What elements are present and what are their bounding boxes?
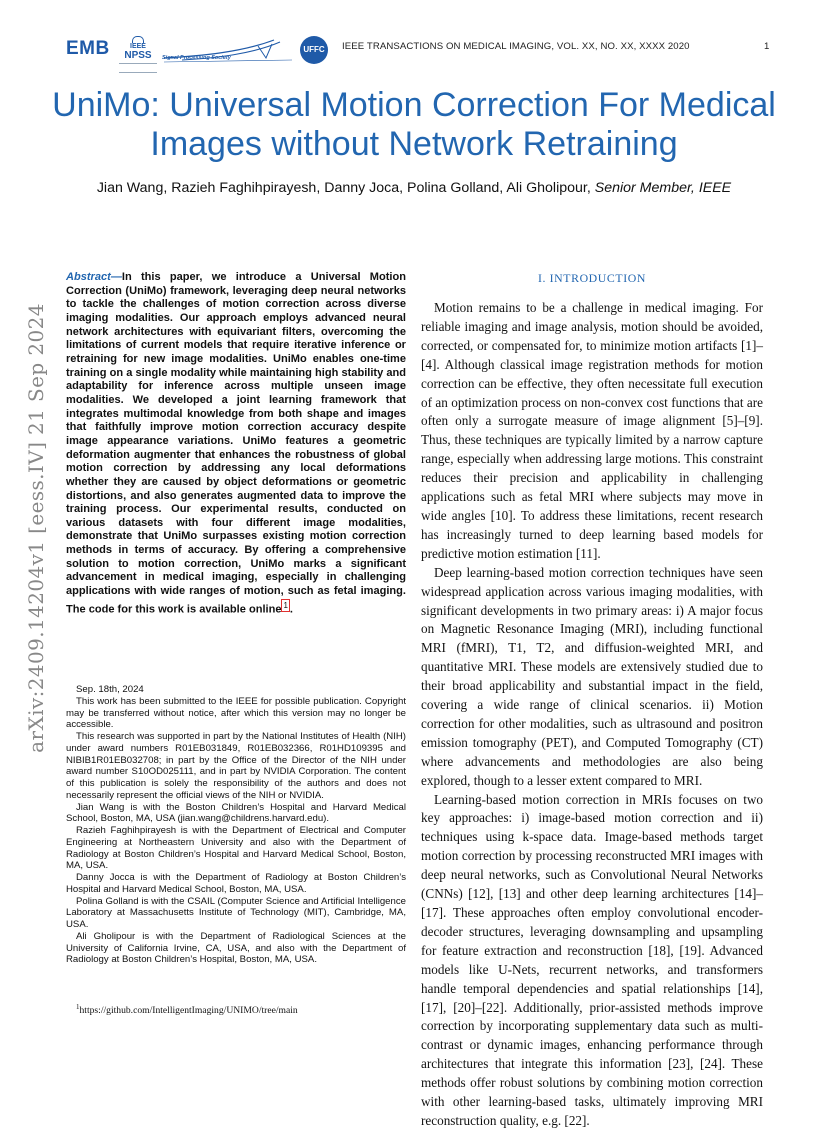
note-affiliation: Razieh Faghihpirayesh is with the Department of Electrical and Computer Engineering at Northeastern University and also with the Department of Radiology at Boston Children’s Hospital and Harvard Medical School, Boston, MA, USA. bbox=[66, 825, 406, 872]
author-role: Senior Member, IEEE bbox=[594, 180, 732, 196]
npss-logo bbox=[119, 36, 157, 73]
note-affiliation: Ali Gholipour is with the Department of Radiological Sciences at the University of California Irvine, CA, USA, and also with the Department of Radiology at Boston Children’s Hospital, Boston, MA, USA. bbox=[66, 930, 406, 966]
note-affiliation: Polina Golland is with the CSAIL (Computer Science and Artificial Intelligence Laboratory at Massachusetts Institute of Technology (MIT), Cambridge, MA, USA. bbox=[66, 895, 406, 930]
abstract bbox=[66, 271, 406, 617]
abstract-end: . bbox=[289, 603, 293, 616]
note-date: Sep. 18th, 2024 bbox=[76, 684, 144, 695]
sps-logo-text: Signal Processing Society bbox=[162, 55, 231, 61]
author-list bbox=[40, 180, 788, 196]
sps-swoosh-icon bbox=[162, 38, 294, 66]
page-header bbox=[0, 0, 828, 70]
arxiv-id: arXiv:2409.14204v1 [eess.IV] 21 Sep 2024 bbox=[24, 303, 48, 753]
paper-title: UniMo: Universal Motion Correction For Medical Images without Network Retraining bbox=[52, 86, 776, 163]
note-affiliation: Danny Jocca is with the Department of Radiology at Boston Children’s Hospital and Harvard Medical School, Boston, MA, USA. bbox=[66, 872, 406, 895]
journal-header: IEEE TRANSACTIONS ON MEDICAL IMAGING, VOL. XX, NO. XX, XXXX 2020 bbox=[342, 41, 690, 52]
body-paragraph: Learning-based motion correction in MRIs focuses on two key approaches: i) image-based motion correction and ii) techniques using k-space data. Image-based methods target motion correction by processing reconstructed MRI images with deep neural networks, such as Convolutional Neural Networks (CNNs) [12], [13] and other deep learning architectures [14]–[17]. These approaches often employ convolutional encoder-decoder structures, leveraging downsampling and upsampling for feature extraction and reconstruction [18], [19]. Advanced models like U-Nets, recurrent networks, and transformers handle temporal dependencies and spatial relationships [14], [17], [20]–[22]. Additionally, prior-assisted methods improve correction by incorporating supplementary data such as multi-contrast or dynamic images, enhancing performance through architectures that integrate this information [23], [24]. These methods offer robust solutions by combining motion correction with other learning-based tasks, ultimately improving MRI reconstruction quality, e.g. [22]. bbox=[421, 791, 763, 1128]
affiliation-notes bbox=[66, 684, 406, 966]
emb-logo bbox=[66, 38, 110, 60]
footnote-link[interactable]: 1 bbox=[283, 600, 288, 610]
body-paragraph: Deep learning-based motion correction techniques have seen widespread application across various imaging modalities, with significant developments in two primary areas: i) A major focus on Magnetic Resonance Imaging (MRI), including functional MRI (fMRI), T1, T2, and diffusion-weighted MRI, and quantitative MRI. These models are extensively studied due to their broad applicability and substantial impact in the field, covering a wide range of clinical scenarios. ii) Motion correction for other modalities, such as ultrasound and positron emission tomography (PET), and Computed Tomography (CT) where advancements and methodologies are also being explored, though to a lesser extent compared to MRI. bbox=[421, 564, 763, 788]
uffc-logo-text: UFFC bbox=[303, 45, 325, 54]
abstract-lead: Abstract— bbox=[66, 271, 122, 283]
ieee-logo-text: IEEE bbox=[130, 43, 146, 50]
note-submission: This work has been submitted to the IEEE for possible publication. Copyright may be transferred without notice, after which this version may no longer be accessible. bbox=[66, 695, 406, 731]
page-number: 1 bbox=[764, 41, 770, 52]
footnote bbox=[76, 1003, 298, 1016]
body-text bbox=[421, 299, 763, 1131]
note-affiliation: Jian Wang is with the Boston Children’s Hospital and Harvard Medical School, Boston, MA, USA (jian.wang@childrens.harvard.edu). bbox=[66, 801, 406, 825]
npss-subtext-lines bbox=[119, 63, 157, 73]
abstract-text: In this paper, we introduce a Universal Motion Correction (UniMo) framework, leveraging deep neural networks to tackle the challenges of motion correction across diverse imaging modalities. Our approach employs advanced neural network architectures with equivariant filters, overcoming the limitations of current models that require iterative inference or retraining for new image modalities. UniMo enables one-time training on a single modality while maintaining high stability and adaptability for inference across multiple unseen image modalities. We developed a joint learning framework that integrates multimodal knowledge from both shape and images that faithfully improve motion correction accuracy despite image appearance variations. UniMo features a geometric deformation augmenter that enhances the robustness of global motion correction by addressing any local deformations whether they are caused by object deformations or geometric distortions, and also generates augmented data to improve the training process. Our experimental results, conducted on various datasets with four different image modalities, demonstrate that UniMo surpasses existing motion correction methods in terms of accuracy. By offering a comprehensive solution to motion correction, UniMo marks a significant advancement in medical imaging, especially in challenging applications with wide ranges of motion, such as fetal imaging. The code for this work is available online bbox=[66, 271, 406, 616]
npss-emblem-icon bbox=[132, 36, 144, 43]
footnote-mark: 1 bbox=[76, 1003, 80, 1011]
author-names: Jian Wang, Razieh Faghihpirayesh, Danny Joca, Polina Golland, Ali Gholipour, bbox=[96, 180, 591, 196]
body-paragraph: Motion remains to be a challenge in medical imaging. For reliable imaging and image analysis, motion should be avoided, corrected, or compensated for, to minimize motion artifacts [1]–[4]. Although classical image registration methods for motion correction can be effective, they often necessitate full execution of an optimization process on non-convex cost functions that are often only a surrogate measure of image alignment [5]–[9]. Thus, these techniques are typically limited by a narrow capture range, especially when addressing large motions. This constraint reduces their precision and applicability in challenging applications such as fetal MRI where subjects may move in wide angles [10]. To address these limitations, recent research has increasingly turned to deep learning based models for predictive motion estimation [11]. bbox=[421, 300, 763, 561]
sps-logo bbox=[162, 38, 294, 66]
note-funding: This research was supported in part by the National Institutes of Health (NIH) under award numbers R01EB031849, R01EB032366, R01HD109395 and NIBIB1R01EB032708; in part by the Office of the Director of the NIH under award number S10OD025111, and in part by NVIDIA Corporation. The content of this publication is solely the responsibility of the authors and does not necessarily represent the official views of the NIH or NVIDIA. bbox=[66, 731, 406, 801]
footnote-url[interactable]: https://github.com/IntelligentImaging/UNIMO/tree/main bbox=[79, 1005, 298, 1017]
npss-logo-text: NPSS bbox=[124, 50, 152, 61]
emb-logo-text: EMB bbox=[66, 38, 110, 59]
uffc-logo bbox=[300, 36, 328, 64]
section-heading: I. INTRODUCTION bbox=[538, 271, 646, 285]
